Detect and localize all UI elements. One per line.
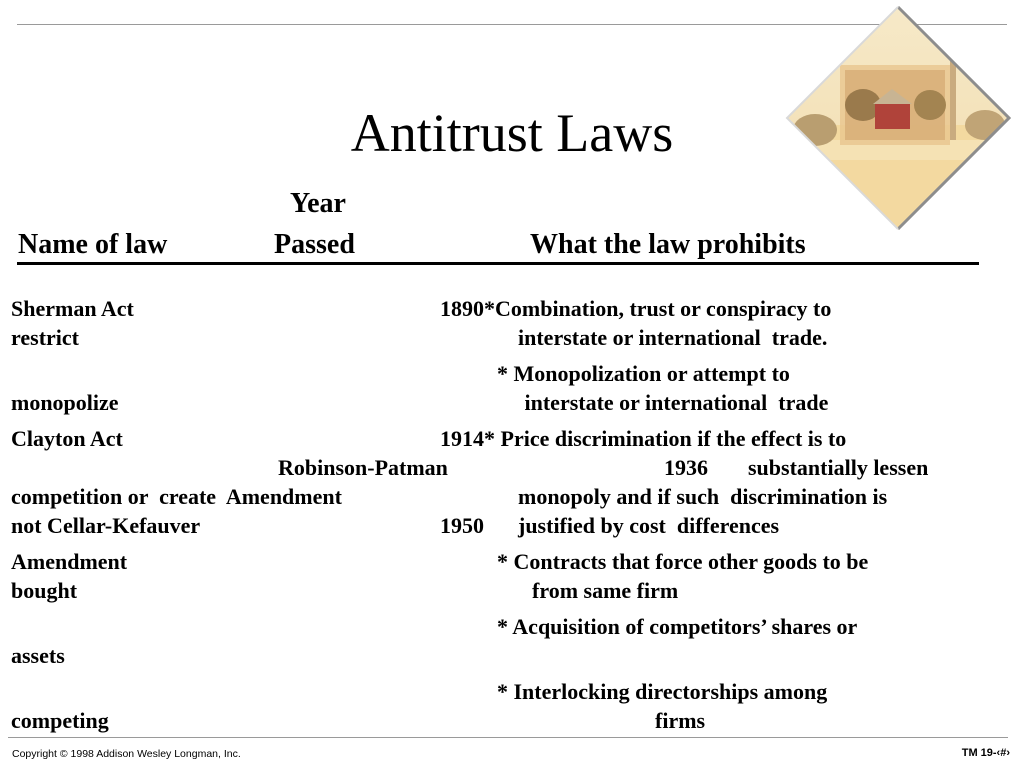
text-line: Robinson-Patman	[278, 455, 448, 480]
text-line: Amendment	[11, 549, 128, 574]
text-line: from same firm	[532, 578, 679, 603]
text-line: interstate or international trade	[519, 390, 829, 415]
copyright-text: Copyright © 1998 Addison Wesley Longman, Inc.	[12, 748, 241, 760]
text-line: Clayton Act	[11, 426, 123, 451]
text-line: * Acquisition of competitors’ shares or	[497, 614, 858, 639]
text-line: 1936	[664, 455, 708, 480]
text-line: Sherman Act	[11, 296, 134, 321]
header-underline	[17, 262, 979, 265]
text-line: 1914* Price discrimination if the effect is to	[440, 426, 847, 451]
text-line: substantially lessen	[748, 455, 929, 480]
header-year-line2: Passed	[274, 229, 355, 260]
text-line: bought	[11, 578, 78, 603]
text-line: restrict	[11, 325, 79, 350]
text-line: * Interlocking directorships among	[497, 679, 828, 704]
footer-rule	[8, 737, 1008, 738]
header-what-prohibits: What the law prohibits	[530, 229, 806, 260]
slide-number: TM 19-‹#›	[961, 747, 1010, 759]
text-line: 1950	[440, 513, 484, 538]
text-line: monopoly and if such discrimination is	[518, 484, 888, 509]
header-name-of-law: Name of law	[18, 229, 168, 260]
slide-title: Antitrust Laws	[350, 103, 674, 163]
text-line: * Monopolization or attempt to	[497, 361, 790, 386]
header-year-line1: Year	[290, 188, 346, 219]
text-line: competition or create Amendment	[11, 484, 342, 509]
text-line: interstate or international trade.	[518, 325, 828, 350]
text-line: firms	[655, 708, 706, 733]
text-line: competing	[11, 708, 109, 733]
text-line: not Cellar-Kefauver	[11, 513, 201, 538]
text-line: monopolize	[11, 390, 119, 415]
text-line: assets	[11, 643, 65, 668]
text-line: 1890*Combination, trust or conspiracy to	[440, 296, 832, 321]
text-line: justified by cost differences	[518, 513, 780, 538]
text-line: * Contracts that force other goods to be	[497, 549, 869, 574]
